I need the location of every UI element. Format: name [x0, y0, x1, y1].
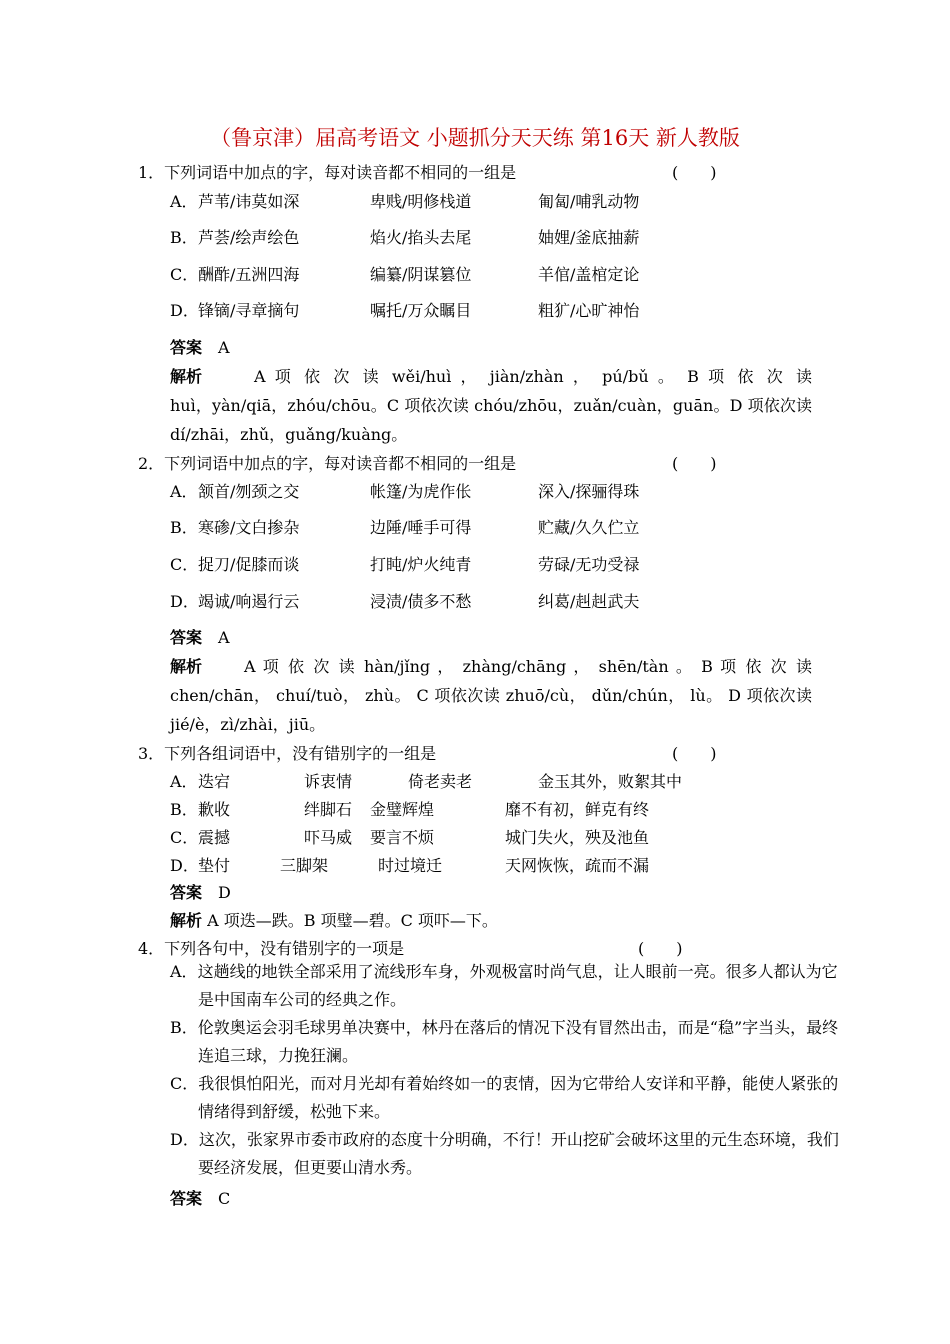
q1-option-c-col3: 羊倌/盖棺定论 — [538, 265, 640, 284]
q3-option-c-w2: 吓马威 — [304, 828, 353, 847]
q1-option-b-col2: 焰火/掐头去尾 — [370, 228, 472, 247]
q1-answer-label: 答案 — [170, 338, 203, 357]
q1-option-b-col1: 芦荟/绘声绘色 — [198, 228, 300, 247]
q3-answer-label: 答案 — [170, 883, 203, 902]
q1-option-a-col1: 芦苇/讳莫如深 — [198, 192, 300, 211]
q2-answer-value: A — [218, 628, 230, 647]
q3-option-b-w2: 绊脚石 — [304, 800, 353, 819]
q2-option-a-col2: 帐篷/为虎作伥 — [370, 482, 472, 501]
page-title: （鲁京津）届高考语文 小题抓分天天练 第16天 新人教版 — [210, 126, 740, 150]
q3-option-b-w1: 歉收 — [198, 800, 231, 819]
q3-option-a-w2: 诉衷情 — [304, 772, 353, 791]
q1-analysis-line3: dí/zhāi，zhǔ，guǎng/kuàng。 — [170, 425, 408, 444]
q1-option-b-col3: 妯娌/釜底抽薪 — [538, 228, 640, 247]
q2-option-d-col2: 浸渍/债多不愁 — [370, 592, 472, 611]
q3-option-a-w1: 迭宕 — [198, 772, 231, 791]
q4-option-a-label: A． — [170, 962, 198, 981]
q3-option-d-label: D． — [170, 856, 199, 875]
q3-option-a-w4: 金玉其外，败絮其中 — [538, 772, 683, 791]
q3-option-c-w3: 要言不烦 — [370, 828, 435, 847]
q3-option-d-w1: 垫付 — [198, 856, 231, 875]
q3-answer-value: D — [218, 883, 231, 902]
question-4-answer-blank: ( ) — [638, 939, 683, 958]
q3-option-c-w4: 城门失火，殃及池鱼 — [505, 828, 650, 847]
q2-option-b-label: B． — [170, 518, 198, 537]
q1-option-d-col3: 粗犷/心旷神怡 — [538, 301, 640, 320]
q3-option-d-w4: 天网恢恢，疏而不漏 — [505, 856, 650, 875]
q2-analysis-line1: A 项 依 次 读 hàn/jǐng ， zhàng/chāng ， shēn/tàn 。 B 项 依 次 读 — [244, 657, 812, 676]
q3-option-b-label: B． — [170, 800, 198, 819]
q2-option-a-label: A． — [170, 482, 198, 501]
q1-option-a-label: A． — [170, 192, 198, 211]
q1-analysis-label: 解析 — [170, 367, 203, 386]
q2-option-b-col2: 边陲/唾手可得 — [370, 518, 472, 537]
question-2-stem: 2．下列词语中加点的字，每对读音都不相同的一组是 — [138, 454, 517, 473]
q3-analysis-label: 解析 — [170, 911, 203, 930]
q3-option-d-w3: 时过境迁 — [378, 856, 443, 875]
q2-analysis-line3: jié/è，zì/zhài，jiū。 — [170, 715, 326, 734]
question-1-stem: 1．下列词语中加点的字，每对读音都不相同的一组是 — [138, 163, 517, 182]
q4-answer-label: 答案 — [170, 1189, 203, 1208]
q4-option-b-label: B． — [170, 1018, 198, 1037]
q4-option-c-text: 我很惧怕阳光，而对月光却有着始终如一的衷情，因为它带给人安详和平静，能使人紧张的情绪得到舒缓，松弛下来。 — [198, 1074, 839, 1121]
q1-option-c-label: C． — [170, 265, 199, 284]
question-4-stem: 4．下列各句中，没有错别字的一项是 — [138, 939, 405, 958]
q3-option-a-w3: 倚老卖老 — [408, 772, 473, 791]
q1-option-c-col1: 酬酢/五洲四海 — [198, 265, 300, 284]
q4-option-c-label: C． — [170, 1074, 199, 1093]
q2-answer-label: 答案 — [170, 628, 203, 647]
q2-option-b-col1: 寒碜/文白掺杂 — [198, 518, 300, 537]
q1-option-c-col2: 编纂/阴谋篡位 — [370, 265, 472, 284]
q2-option-c-col1: 捉刀/促膝而谈 — [198, 555, 300, 574]
q4-option-b — [170, 1014, 840, 1070]
q2-option-c-col2: 打盹/炉火纯青 — [370, 555, 472, 574]
q4-option-a — [170, 958, 840, 1014]
q2-analysis-label: 解析 — [170, 657, 203, 676]
question-1-answer-blank: ( ) — [672, 163, 717, 182]
q2-option-d-label: D． — [170, 592, 199, 611]
q3-option-c-label: C． — [170, 828, 199, 847]
q2-option-c-label: C． — [170, 555, 199, 574]
q4-option-d-label: D． — [170, 1130, 199, 1149]
question-3-answer-blank: ( ) — [672, 744, 717, 763]
q3-analysis — [170, 908, 498, 931]
q1-answer-value: A — [218, 338, 230, 357]
q2-analysis-line2: chen/chān， chuí/tuò， zhù。 C 项依次读 zhuō/cù， dǔn/chún， lù。 D 项依次读 — [170, 686, 812, 705]
q3-option-b-w4: 靡不有初，鲜克有终 — [505, 800, 650, 819]
q1-option-d-col2: 嘱托/万众瞩目 — [370, 301, 472, 320]
q4-option-d — [170, 1126, 840, 1182]
q4-option-c — [170, 1070, 840, 1126]
q1-analysis-line2: huì，yàn/qiā，zhóu/chōu。C 项依次读 chóu/zhōu，zuǎn/cuàn，guān。D 项依次读 — [170, 396, 812, 415]
q1-option-b-label: B． — [170, 228, 198, 247]
q1-option-d-col1: 锋镝/寻章摘句 — [198, 301, 300, 320]
q4-option-d-text: 这次，张家界市委市政府的态度十分明确，不行！开山挖矿会破坏这里的元生态环境，我们要经济发展，但更要山清水秀。 — [198, 1130, 839, 1177]
q3-option-a-label: A． — [170, 772, 198, 791]
q2-option-a-col1: 颔首/刎颈之交 — [198, 482, 300, 501]
q2-option-b-col3: 贮藏/久久伫立 — [538, 518, 640, 537]
q4-answer-value: C — [218, 1189, 231, 1208]
q1-option-a-col2: 卑贱/明修栈道 — [370, 192, 472, 211]
question-3-stem: 3．下列各组词语中，没有错别字的一组是 — [138, 744, 437, 763]
q3-option-b-w3: 金璧辉煌 — [370, 800, 435, 819]
q3-analysis-text: A 项迭—跌。B 项璧—碧。C 项吓—下。 — [207, 911, 498, 930]
question-2-answer-blank: ( ) — [672, 454, 717, 473]
q1-answer — [170, 335, 230, 358]
q4-option-b-text: 伦敦奥运会羽毛球男单决赛中，林丹在落后的情况下没有冒然出击，而是“稳”字当头，最终连追三球，力挽狂澜。 — [197, 1018, 839, 1065]
q1-option-a-col3: 匍匐/哺乳动物 — [538, 192, 640, 211]
q2-option-d-col3: 纠葛/赳赳武夫 — [538, 592, 640, 611]
q3-option-d-w2: 三脚架 — [280, 856, 329, 875]
q1-option-d-label: D． — [170, 301, 199, 320]
q3-answer — [170, 880, 231, 903]
q2-option-c-col3: 劳碌/无功受禄 — [538, 555, 640, 574]
q4-option-a-text: 这趟线的地铁全部采用了流线形车身，外观极富时尚气息，让人眼前一亮。很多人都认为它是中国南车公司的经典之作。 — [197, 962, 838, 1009]
q2-answer — [170, 625, 230, 648]
q2-option-d-col1: 竭诚/响遏行云 — [198, 592, 300, 611]
q4-answer — [170, 1186, 230, 1209]
q1-analysis-line1: A 项 依 次 读 wěi/huì ， jiàn/zhàn ， pú/bǔ 。 B 项 依 次 读 — [254, 367, 812, 386]
q3-option-c-w1: 震撼 — [198, 828, 231, 847]
q2-option-a-col3: 深入/探骊得珠 — [538, 482, 640, 501]
